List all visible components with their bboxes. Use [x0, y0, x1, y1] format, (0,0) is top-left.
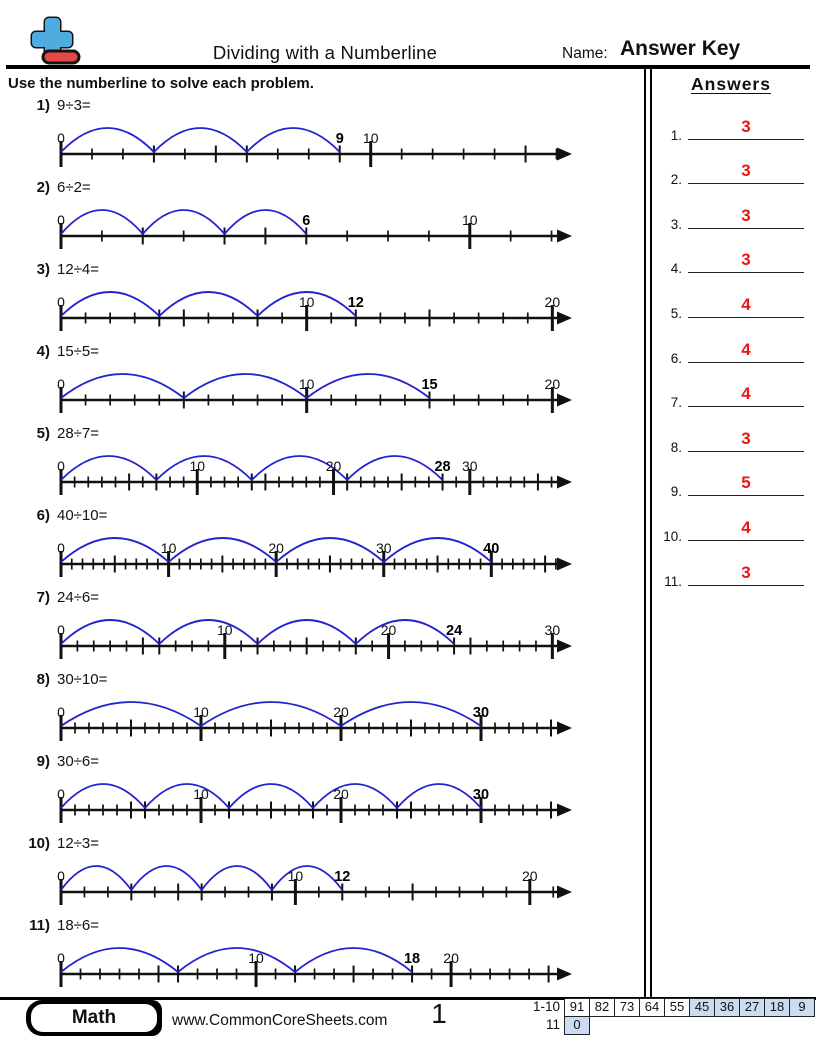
- dividend-label: 24: [446, 623, 463, 639]
- jump-arc: [184, 374, 307, 398]
- tick-label: 0: [57, 294, 65, 310]
- answer-number: 5.: [670, 305, 682, 321]
- problem-header: [0, 832, 644, 852]
- problem-number: 6): [36, 507, 50, 524]
- tick-label: 10: [193, 786, 209, 802]
- axis-arrow-icon: [557, 476, 572, 489]
- answer-blank-line: [688, 183, 804, 184]
- axis-arrow-icon: [557, 722, 572, 735]
- grade-cell-36: 36: [714, 998, 740, 1017]
- name-label: Name:: [562, 45, 608, 62]
- tick-label: 20: [325, 458, 342, 474]
- answer-value: 4: [741, 339, 751, 359]
- answers-header: Answers: [691, 74, 771, 94]
- numberline-svg: [48, 688, 638, 750]
- header-rule: [6, 65, 810, 69]
- tick-label: 0: [57, 950, 65, 966]
- problem-number: 5): [36, 425, 50, 442]
- problem-expression: 18÷6=: [57, 917, 100, 934]
- answer-number: 1.: [670, 127, 682, 143]
- jump-arc: [397, 784, 481, 808]
- jump-arc: [159, 620, 257, 644]
- grading-row-1: [514, 998, 815, 1017]
- answer-number: 9.: [670, 484, 682, 500]
- problem-header: [0, 176, 644, 196]
- numberline-svg: [48, 524, 638, 586]
- jump-arc: [202, 866, 272, 890]
- dividend-label: 15: [421, 377, 438, 393]
- axis-arrow-icon: [557, 558, 572, 571]
- answers-list: [648, 100, 812, 591]
- page-title: Dividing with a Numberline: [212, 42, 438, 63]
- answer-item-5: [648, 278, 812, 323]
- tick-label: 10: [248, 950, 264, 966]
- answer-item-3: [648, 189, 812, 234]
- jump-arc: [178, 948, 295, 972]
- problem-row-4: [0, 340, 644, 422]
- answer-blank-line: [688, 228, 804, 229]
- tick-label: 0: [57, 868, 65, 884]
- answer-number: 10.: [663, 528, 682, 544]
- axis-arrow-icon: [557, 312, 572, 325]
- jump-arc: [313, 784, 397, 808]
- grading-row-2: [514, 1016, 815, 1035]
- axis-arrow-icon: [557, 886, 572, 899]
- answer-blank-line: [688, 451, 804, 452]
- tick-label: 10: [462, 212, 478, 228]
- answer-number: 2.: [670, 172, 682, 188]
- problem-header: [0, 914, 644, 934]
- grading-row-1-label: 1-10: [532, 999, 560, 1014]
- problem-row-1: [0, 94, 644, 176]
- grade-cell-91: 91: [564, 998, 590, 1017]
- tick-label: 30: [544, 622, 561, 638]
- jump-arc: [61, 128, 154, 152]
- tick-label: 20: [544, 294, 561, 310]
- problem-number: 7): [36, 589, 50, 606]
- answer-item-1: [648, 100, 812, 145]
- dividend-label: 30: [472, 787, 490, 803]
- answer-number: 11.: [664, 573, 682, 589]
- problem-number: 9): [36, 753, 50, 770]
- numberline-svg: [48, 114, 638, 176]
- problem-row-9: [0, 750, 644, 832]
- answer-blank-line: [688, 585, 804, 586]
- numberline-svg: [48, 196, 638, 258]
- answer-item-9: [648, 457, 812, 502]
- tick-label: 0: [57, 130, 65, 146]
- dividend-label: 30: [472, 705, 490, 721]
- problem-header: [0, 750, 644, 770]
- answer-value: 4: [741, 294, 751, 314]
- problem-header: [0, 504, 644, 524]
- answer-number: 6.: [670, 350, 682, 366]
- problem-expression: 12÷4=: [57, 261, 100, 278]
- axis-arrow-icon: [557, 148, 572, 161]
- answer-value: 3: [741, 116, 751, 136]
- jump-arc: [61, 866, 131, 890]
- jump-arc: [247, 128, 340, 152]
- problem-row-5: [0, 422, 644, 504]
- jump-arc: [143, 210, 225, 234]
- dividend-label: 9: [335, 131, 344, 147]
- subject-badge-label: Math: [31, 1004, 157, 1032]
- jump-arc: [154, 128, 247, 152]
- tick-label: 20: [544, 376, 561, 392]
- tick-label: 10: [287, 868, 304, 884]
- problem-expression: 24÷6=: [57, 589, 100, 606]
- jump-arc: [131, 866, 201, 890]
- grading-row-2-label: 11: [545, 1017, 560, 1032]
- grade-cell-82: 82: [589, 998, 615, 1017]
- answer-blank-line: [688, 540, 804, 541]
- tick-label: 20: [380, 622, 397, 638]
- tick-label: 20: [333, 786, 349, 802]
- jump-arc: [61, 620, 159, 644]
- tick-label: 30: [462, 458, 478, 474]
- jump-arc: [356, 620, 454, 644]
- problem-number: 10): [28, 835, 50, 852]
- axis-arrow-icon: [557, 230, 572, 243]
- dividend-label: 18: [403, 951, 421, 967]
- tick-label: 10: [298, 376, 315, 392]
- numberline-svg: [48, 442, 638, 504]
- grade-cell-73: 73: [614, 998, 640, 1017]
- numberline-svg: [48, 770, 638, 832]
- problem-header: [0, 258, 644, 278]
- answer-blank-line: [688, 362, 804, 363]
- problem-expression: 9÷3=: [57, 97, 91, 114]
- jump-arc: [159, 292, 257, 316]
- jump-arc: [61, 784, 145, 808]
- answer-value: 3: [741, 161, 751, 181]
- tick-label: 0: [57, 704, 65, 720]
- instruction-text: Use the numberline to solve each problem.: [8, 75, 314, 92]
- numberline-svg: [48, 852, 638, 914]
- problem-row-7: [0, 586, 644, 668]
- problem-row-2: [0, 176, 644, 258]
- tick-label: 10: [193, 704, 209, 720]
- tick-label: 10: [160, 540, 177, 556]
- dividend-label: 12: [347, 295, 364, 311]
- answer-blank-line: [688, 272, 804, 273]
- page-number: 1: [431, 998, 447, 1029]
- answer-value: 3: [741, 428, 751, 448]
- tick-label: 30: [375, 540, 392, 556]
- jump-arc: [61, 210, 143, 234]
- problem-number: 4): [36, 343, 50, 360]
- problem-row-11: [0, 914, 644, 996]
- axis-arrow-icon: [557, 804, 572, 817]
- grade-cell-27: 27: [739, 998, 765, 1017]
- problem-expression: 30÷6=: [57, 753, 100, 770]
- problem-number: 2): [36, 179, 50, 196]
- problem-number: 11): [29, 917, 50, 934]
- answer-blank-line: [688, 495, 804, 496]
- answer-number: 8.: [670, 439, 682, 455]
- problem-expression: 12÷3=: [57, 835, 100, 852]
- answer-number: 7.: [670, 395, 682, 411]
- answer-value: 3: [741, 250, 751, 270]
- answer-item-4: [648, 234, 812, 279]
- answer-value: 5: [741, 473, 751, 493]
- problem-header: [0, 586, 644, 606]
- jump-arc: [347, 456, 442, 480]
- answer-blank-line: [688, 317, 804, 318]
- problem-number: 1): [36, 97, 50, 114]
- answer-number: 4.: [670, 261, 682, 277]
- tick-label: 20: [268, 540, 284, 556]
- problem-header: [0, 340, 644, 360]
- tick-label: 0: [57, 622, 65, 638]
- grade-cell-9: 9: [789, 998, 815, 1017]
- answer-item-11: [648, 546, 812, 591]
- answer-blank-line: [688, 139, 804, 140]
- answer-value: 3: [741, 205, 751, 225]
- jump-arc: [61, 456, 156, 480]
- jump-arc: [61, 292, 159, 316]
- grade-cell-64: 64: [639, 998, 665, 1017]
- tick-label: 20: [443, 950, 459, 966]
- problem-number: 3): [36, 261, 50, 278]
- problem-expression: 30÷10=: [57, 671, 108, 688]
- tick-label: 20: [333, 704, 349, 720]
- dividend-label: 40: [483, 541, 500, 557]
- tick-label: 10: [216, 622, 233, 638]
- problem-header: [0, 94, 644, 114]
- answer-blank-line: [688, 406, 804, 407]
- tick-label: 0: [57, 540, 65, 556]
- jump-arc: [61, 948, 178, 972]
- axis-arrow-icon: [557, 640, 572, 653]
- numberline-svg: [48, 278, 638, 340]
- problem-expression: 40÷10=: [57, 507, 108, 524]
- problem-expression: 6÷2=: [57, 179, 91, 196]
- grading-table: [514, 998, 815, 1035]
- jump-arc: [61, 374, 184, 398]
- answer-value: 3: [741, 562, 751, 582]
- problem-row-10: [0, 832, 644, 914]
- tick-label: 20: [522, 868, 538, 884]
- dividend-label: 28: [434, 459, 451, 475]
- problem-row-3: [0, 258, 644, 340]
- answer-item-6: [648, 323, 812, 368]
- grade-cell-0: 0: [564, 1016, 590, 1035]
- tick-label: 0: [57, 376, 65, 392]
- tick-label: 10: [189, 458, 206, 474]
- dividend-label: 6: [302, 213, 311, 229]
- answer-number: 3.: [670, 216, 682, 232]
- problem-row-8: [0, 668, 644, 750]
- tick-label: 10: [298, 294, 315, 310]
- problem-expression: 15÷5=: [57, 343, 100, 360]
- tick-label: 0: [57, 212, 65, 228]
- axis-arrow-icon: [557, 968, 572, 981]
- grade-cell-18: 18: [764, 998, 790, 1017]
- answer-item-7: [648, 368, 812, 413]
- tick-label: 10: [362, 130, 379, 146]
- tick-label: 0: [57, 458, 65, 474]
- problem-number: 8): [36, 671, 50, 688]
- name-value-answer-key: Answer Key: [620, 37, 741, 60]
- axis-arrow-icon: [557, 394, 572, 407]
- answer-item-8: [648, 412, 812, 457]
- numberline-svg: [48, 934, 638, 996]
- grade-cell-55: 55: [664, 998, 690, 1017]
- problems-list: [0, 94, 644, 996]
- problem-header: [0, 668, 644, 688]
- jump-arc: [145, 784, 229, 808]
- answer-item-2: [648, 145, 812, 190]
- website-url: www.CommonCoreSheets.com: [172, 1012, 388, 1029]
- answer-value: 4: [741, 517, 751, 537]
- jump-arc: [272, 866, 342, 890]
- problem-row-6: [0, 504, 644, 586]
- numberline-svg: [48, 360, 638, 422]
- numberline-svg: [48, 606, 638, 668]
- answer-value: 4: [741, 384, 751, 404]
- answer-item-10: [648, 501, 812, 546]
- problem-expression: 28÷7=: [57, 425, 100, 442]
- jump-arc: [307, 374, 430, 398]
- tick-label: 0: [57, 786, 65, 802]
- dividend-label: 12: [334, 869, 351, 885]
- grade-cell-45: 45: [689, 998, 715, 1017]
- problem-header: [0, 422, 644, 442]
- subject-badge: [26, 1000, 162, 1036]
